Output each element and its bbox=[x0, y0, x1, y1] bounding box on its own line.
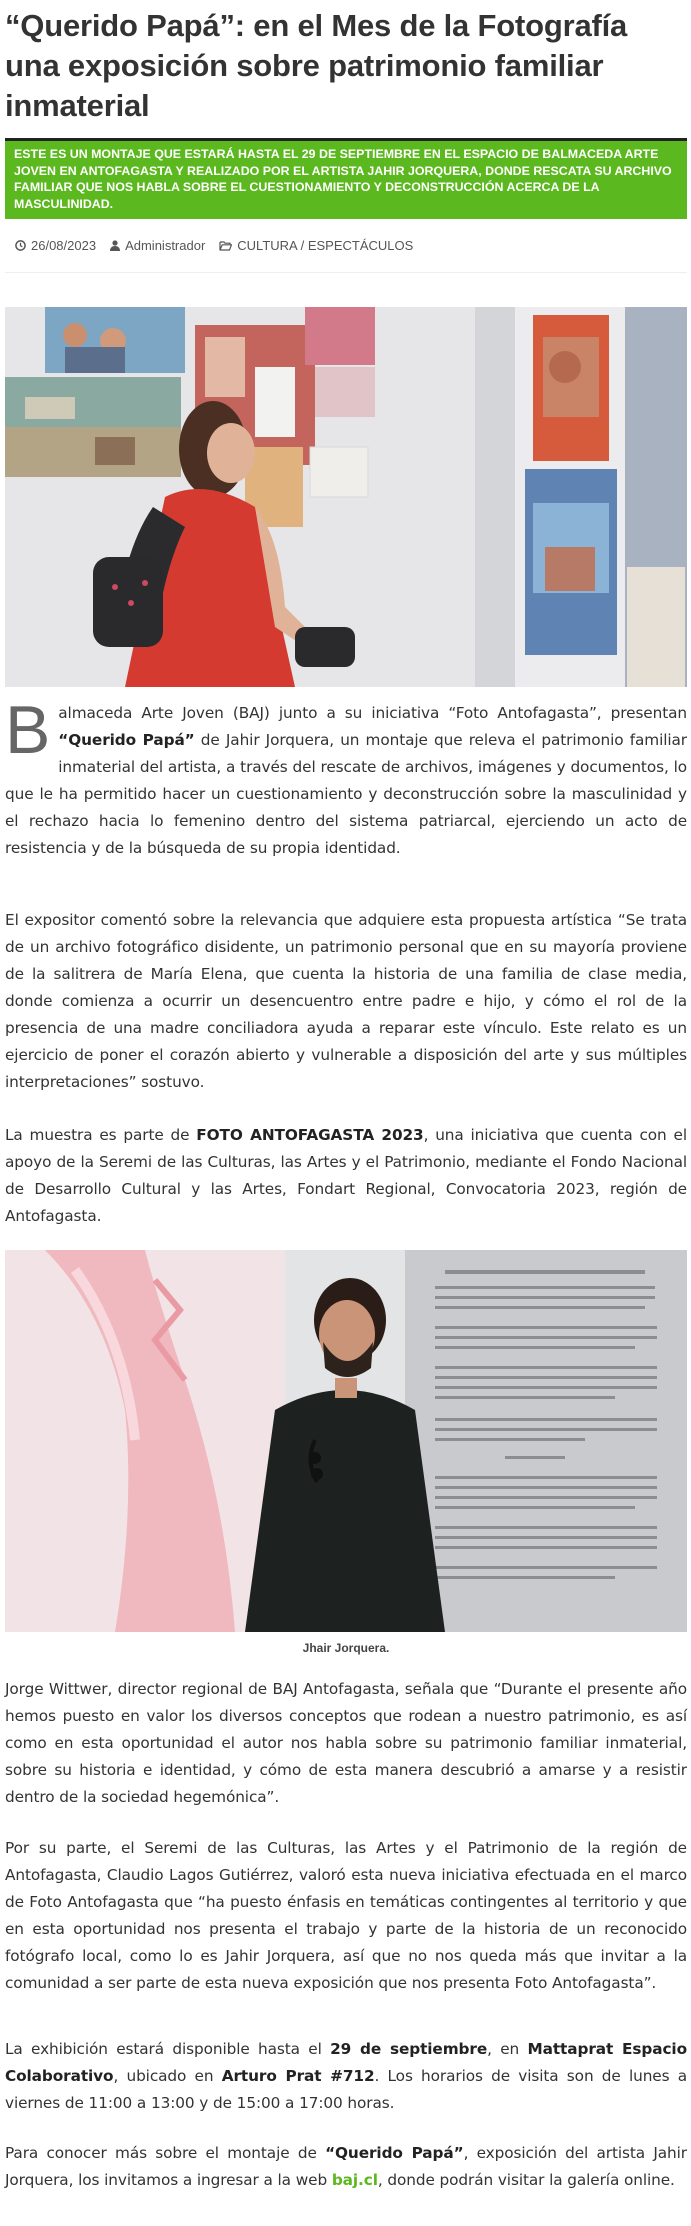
paragraph-1-text-c: de Jahir Jorquera, un montaje que releva el patrimonio familiar inmaterial del artista, a través del rescate de archivos, imágenes y documentos, lo que le ha permitido hacer un cuestionamiento y deconstrucción sobre la masculinidad y el rechazo hacia lo femenino dentro del sistema patriarcal, ejerciendo un acto de resistencia y de la búsqueda de su propia identidad. bbox=[5, 731, 687, 857]
paragraph-6-text-g: . Los horarios de visita son de lunes a viernes de 11:00 a 13:00 y de 15:00 a 17:00 horas. bbox=[5, 2067, 688, 2112]
meta-category-text[interactable]: CULTURA / ESPECTÁCULOS bbox=[237, 238, 414, 253]
exhibition-photo-1 bbox=[5, 307, 687, 687]
paragraph-3-text-c: , una iniciativa que cuenta con el apoyo de la Seremi de las Culturas, las Artes y el Patrimonio, mediante el Fondo Nacional de Desarrollo Cultural y las Artes, Fondart Regional, Convocatoria 2023, región de Antofagasta. bbox=[5, 1126, 687, 1225]
paragraph-1-text-a: almaceda Arte Joven (BAJ) junto a su iniciativa “Foto Antofagasta”, presentan bbox=[58, 704, 687, 722]
meta-author[interactable] bbox=[110, 238, 205, 253]
paragraph-1 bbox=[5, 692, 687, 862]
paragraph-3 bbox=[5, 1122, 687, 1230]
paragraph-7-text-c: , exposición del artista Jahir Jorquera, los invitamos a ingresar a la web bbox=[5, 2144, 687, 2189]
paragraph-7-bold: “Querido Papá” bbox=[325, 2144, 464, 2162]
meta-category[interactable] bbox=[219, 238, 413, 253]
article-title: “Querido Papá”: en el Mes de la Fotografía una exposición sobre patrimonio familiar inmaterial bbox=[5, 8, 628, 123]
dropcap: B bbox=[5, 692, 51, 768]
user-icon bbox=[110, 240, 120, 251]
paragraph-7 bbox=[5, 2140, 687, 2194]
photo-caption: Jhair Jorquera. bbox=[302, 1641, 390, 1655]
paragraph-2: El expositor comentó sobre la relevancia que adquiere esta propuesta artística “Se trata de un archivo fotográfico disidente, un patrimonio personal que en su mayoría proviene de la salitrera de María Elena, que cuenta la historia de una familia de clase media, donde comienza a ocurrir un desencuentro entre padre e hijo, y cómo el rol de la presencia de una madre conciliadora ayuda a reparar este vínculo. Este relato es un ejercicio de poner el corazón abierto y vulnerable a disposición del arte y sus múltiples interpretaciones” sostuvo. bbox=[5, 911, 687, 1091]
meta-date-text: 26/08/2023 bbox=[31, 238, 97, 253]
paragraph-6-bold-date: 29 de septiembre bbox=[330, 2040, 488, 2058]
paragraph-4: Jorge Wittwer, director regional de BAJ Antofagasta, señala que “Durante el presente año hemos puesto en valor los diversos conceptos que rodean a nuestro patrimonio, es así como en esta oportunidad el autor nos habla sobre su patrimonio familiar inmaterial, sobre su historia e identidad, y cómo de esta manera descubrió a amarse y a resistir dentro de la sociedad hegemónica”. bbox=[5, 1680, 687, 1806]
paragraph-1-bold: “Querido Papá” bbox=[58, 731, 195, 749]
paragraph-6-text-c: , en bbox=[487, 2040, 528, 2058]
paragraph-7-text-d: , donde podrán visitar la galería online. bbox=[377, 2171, 675, 2189]
meta-date bbox=[15, 238, 96, 253]
article-meta bbox=[5, 219, 687, 273]
paragraph-6-bold-address: Arturo Prat #712 bbox=[221, 2067, 375, 2085]
paragraph-6-text-e: , ubicado en bbox=[113, 2067, 222, 2085]
article bbox=[5, 0, 688, 2189]
paragraph-7-text-a: Para conocer más sobre el montaje de bbox=[5, 2144, 326, 2162]
folder-open-icon bbox=[219, 240, 232, 251]
paragraph-6 bbox=[5, 2036, 687, 2117]
baj-link[interactable]: baj.cl bbox=[331, 2171, 378, 2189]
meta-author-text[interactable]: Administrador bbox=[125, 238, 206, 253]
paragraph-6-text-a: La exhibición estará disponible hasta el bbox=[5, 2040, 331, 2058]
paragraph-6-bold-venue: Mattaprat Espacio Colaborativo bbox=[5, 2040, 687, 2085]
paragraph-3-bold: FOTO ANTOFAGASTA 2023 bbox=[196, 1126, 424, 1144]
paragraph-3-text-a: La muestra es parte de bbox=[5, 1126, 197, 1144]
exhibition-photo-2 bbox=[5, 1250, 687, 1632]
artist-photo bbox=[5, 1250, 687, 1632]
article-lead: ESTE ES UN MONTAJE QUE ESTARÁ HASTA EL 29 DE SEPTIEMBRE EN EL ESPACIO DE BALMACEDA ARTE JOVEN EN ANTOFAGASTA Y REALIZADO POR EL ARTISTA JAHIR JORQUERA, DONDE RESCATA SU ARCHIVO FAMILIAR QUE NOS HABLA SOBRE EL CUESTIONAMIENTO Y DECONSTRUCCIÓN ACERCA DE LA MASCULINIDAD. bbox=[5, 141, 687, 219]
hero-photo bbox=[5, 307, 687, 687]
clock-icon bbox=[15, 240, 26, 251]
paragraph-5: Por su parte, el Seremi de las Culturas, las Artes y el Patrimonio de la región de Antofagasta, Claudio Lagos Gutiérrez, valoró esta nueva iniciativa efectuada en el marco de Foto Antofagasta que “ha puesto énfasis en temáticas contingentes al territorio y que en esta oportunidad nos presenta el trabajo y parte de la historia de un reconocido fotógrafo local, como lo es Jahir Jorquera, así que no nos queda más que invitar a la comunidad a ser parte de esta nueva exposición que nos presenta Foto Antofagasta”. bbox=[5, 1839, 687, 1992]
